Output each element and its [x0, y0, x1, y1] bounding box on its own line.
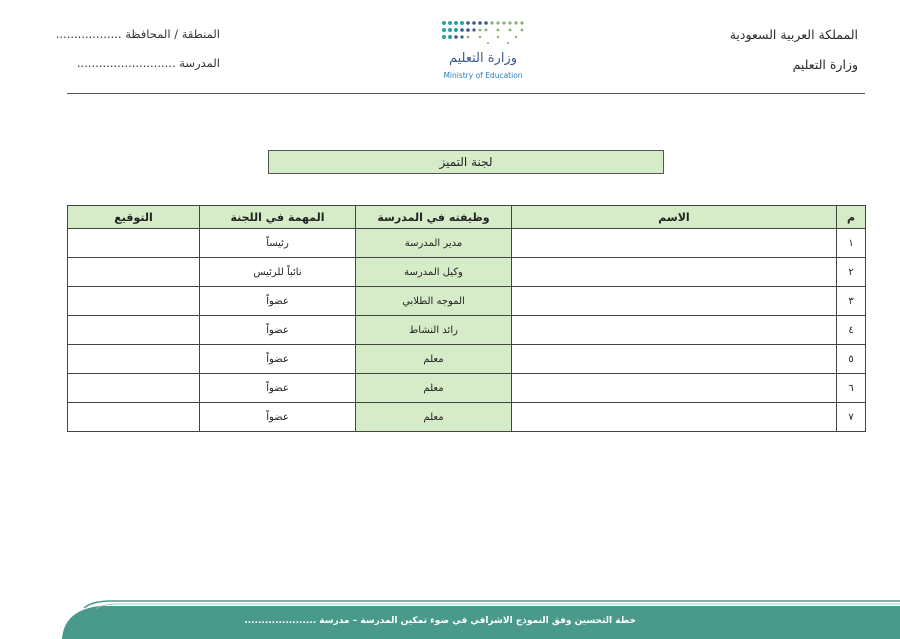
table-row [68, 287, 866, 316]
row-number: ١ [837, 229, 866, 258]
col-header-role: المهمة في اللجنة [200, 206, 356, 229]
name-cell[interactable] [512, 403, 837, 432]
table-header-row [68, 206, 866, 229]
logo-english-text: Ministry of Education [443, 71, 523, 80]
role-cell: عضواً [200, 345, 356, 374]
job-cell: الموجه الطلابي [356, 287, 512, 316]
job-cell: رائد النشاط [356, 316, 512, 345]
ministry-name: وزارة التعليم [792, 57, 858, 72]
role-cell: عضواً [200, 316, 356, 345]
signature-cell[interactable] [68, 258, 200, 287]
table-row [68, 374, 866, 403]
job-cell: معلم [356, 345, 512, 374]
header-right [730, 20, 858, 80]
region-label: المنطقة / المحافظة .................. [55, 27, 220, 41]
name-cell[interactable] [512, 229, 837, 258]
header-divider [67, 93, 865, 94]
job-cell: وكيل المدرسة [356, 258, 512, 287]
col-header-signature: التوقيع [68, 206, 200, 229]
table-row [68, 316, 866, 345]
name-cell[interactable] [512, 374, 837, 403]
name-cell[interactable] [512, 287, 837, 316]
committee-title: لجنة التميز [268, 150, 664, 174]
table-row [68, 403, 866, 432]
job-cell: معلم [356, 374, 512, 403]
table-row [68, 229, 866, 258]
role-cell: عضواً [200, 374, 356, 403]
col-header-number: م [837, 206, 866, 229]
role-cell: رئيساً [200, 229, 356, 258]
signature-cell[interactable] [68, 374, 200, 403]
name-cell[interactable] [512, 345, 837, 374]
country-name: المملكة العربية السعودية [729, 27, 858, 42]
row-number: ٥ [837, 345, 866, 374]
row-number: ٧ [837, 403, 866, 432]
col-header-name: الاسم [512, 206, 837, 229]
row-number: ٤ [837, 316, 866, 345]
signature-cell[interactable] [68, 403, 200, 432]
job-cell: مدير المدرسة [356, 229, 512, 258]
signature-cell[interactable] [68, 287, 200, 316]
signature-cell[interactable] [68, 229, 200, 258]
ministry-dots-logo-icon [438, 18, 528, 48]
role-cell: عضواً [200, 287, 356, 316]
logo-arabic-text: وزارة التعليم [448, 51, 518, 66]
job-cell: معلم [356, 403, 512, 432]
signature-cell[interactable] [68, 345, 200, 374]
table-row [68, 258, 866, 287]
committee-table [67, 205, 866, 432]
row-number: ٢ [837, 258, 866, 287]
footer-text: خطة التحسين وفق النموذج الاشرافي في ضوء تمكين المدرسة – مدرسة ..................... [244, 616, 636, 626]
row-number: ٣ [837, 287, 866, 316]
header-left [55, 20, 220, 78]
ministry-logo [438, 18, 528, 82]
school-label: المدرسة ........................... [76, 56, 220, 70]
name-cell[interactable] [512, 258, 837, 287]
role-cell: نائباً للرئيس [200, 258, 356, 287]
role-cell: عضواً [200, 403, 356, 432]
col-header-job: وظيفته في المدرسة [356, 206, 512, 229]
row-number: ٦ [837, 374, 866, 403]
name-cell[interactable] [512, 316, 837, 345]
signature-cell[interactable] [68, 316, 200, 345]
table-row [68, 345, 866, 374]
